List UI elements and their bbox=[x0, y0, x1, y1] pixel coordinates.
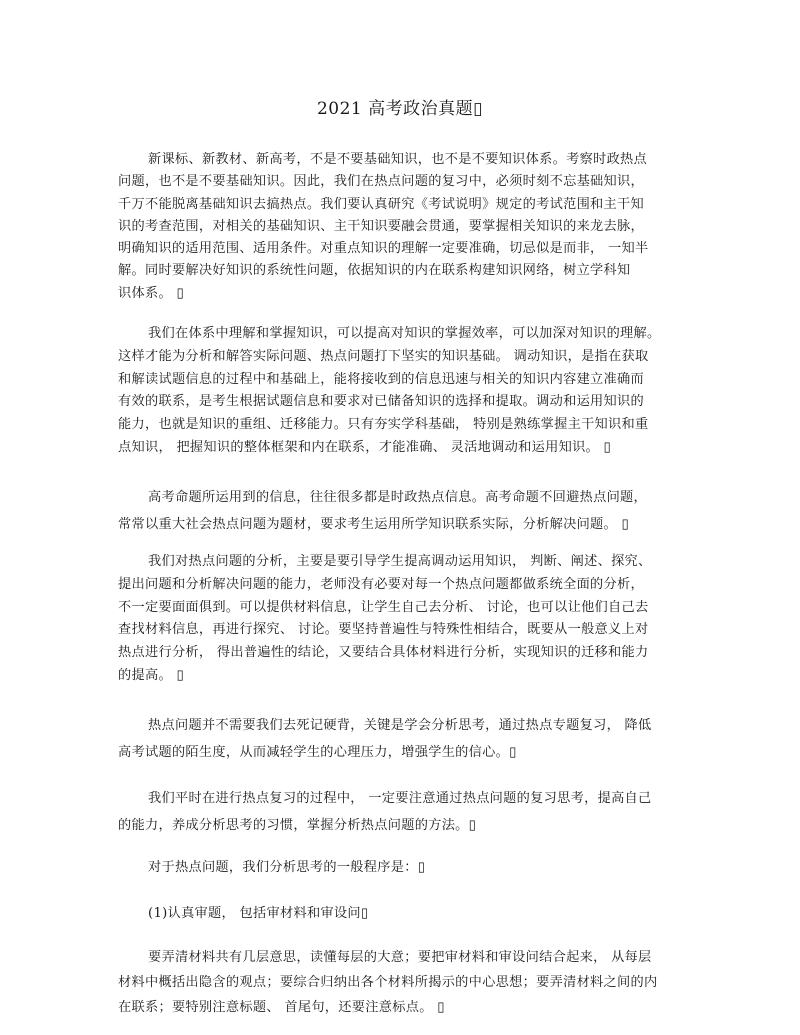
paragraph-3 bbox=[118, 484, 684, 538]
paragraph-line: 和解读试题信息的过程中和基础上，能将接收到的信息迅速与相关的知识内容建立准确而 bbox=[118, 371, 645, 387]
paragraph-line: 材料中概括出隐含的观点；要综合归纳出各个材料所揭示的中心思想；要弄清材料之间的内 bbox=[118, 975, 658, 990]
paragraph-line: 千万不能脱离基础知识去搞热点。我们要认真研究《考试说明》规定的考试范围和主干知 bbox=[118, 196, 645, 212]
paragraph-line: 能力，也就是知识的重组、迁移能力。只有夯实学科基础， 特别是熟练掌握主干知识和重 bbox=[118, 417, 649, 433]
paragraph-7 bbox=[118, 856, 684, 875]
paragraph-line: 有效的联系，是考生根据试题信息和要求对已储备知识的选择和提取。调动和运用知识的 bbox=[118, 394, 645, 410]
paragraph-1 bbox=[118, 149, 684, 305]
paragraph-8 bbox=[118, 902, 684, 921]
paragraph-line: 识体系。 ▯ bbox=[118, 285, 184, 301]
paragraph-6 bbox=[118, 785, 684, 839]
paragraph-line: 识的考查范围，对相关的基础知识、主干知识要融会贯通，要掌握相关知识的来龙去脉， bbox=[118, 218, 645, 234]
paragraph-9 bbox=[118, 945, 684, 1020]
paragraph-4 bbox=[118, 551, 684, 688]
paragraph-line: 点知识， 把握知识的整体框架和内在联系，才能准确、 灵活地调动和运用知识。 ▯ bbox=[118, 439, 612, 455]
paragraph-line: 高考试题的陌生度，从而减轻学生的心理压力，增强学生的信心。▯ bbox=[118, 745, 517, 760]
paragraph-line: 我们在体系中理解和掌握知识，可以提高对知识的掌握效率，可以加深对知识的理解。 bbox=[148, 326, 661, 341]
paragraph-line: 要弄清材料共有几层意思，读懂每层的大意；要把审材料和审设问结合起来， 从每层 bbox=[148, 950, 652, 965]
paragraph-line: 常常以重大社会热点问题为题材，要求考生运用所学知识联系实际，分析解决问题。 ▯ bbox=[118, 517, 630, 532]
paragraph-line: 的提高。 ▯ bbox=[118, 667, 184, 683]
paragraph-line: 明确知识的适用范围、适用条件。对重点知识的理解一定要准确，切忌似是而非， 一知半 bbox=[118, 241, 649, 257]
paragraph-2 bbox=[118, 323, 684, 460]
paragraph-line: 提出问题和分析解决问题的能力，老师没有必要对每一个热点问题都做系统全面的分析， bbox=[118, 576, 645, 592]
paragraph-line: 查找材料信息，再进行探究、 讨论。要坚持普遍性与特殊性相结合，既要从一般意义上对 bbox=[118, 622, 649, 638]
paragraph-line: 我们对热点问题的分析，主要是要引导学生提高调动运用知识， 判断、阐述、探究、 bbox=[148, 554, 652, 569]
paragraph-line: 我们平时在进行热点复习的过程中， 一定要注意通过热点问题的复习思考，提高自己 bbox=[148, 791, 652, 806]
paragraph-line: 解。同时要解决好知识的系统性问题，依据知识的内在联系构建知识网络，树立学科知 bbox=[118, 263, 631, 279]
paragraph-line: 对于热点问题，我们分析思考的一般程序是：▯ bbox=[148, 860, 426, 875]
paragraph-line: 高考命题所运用到的信息，往往很多都是时政热点信息。高考命题不回避热点问题， bbox=[148, 490, 648, 505]
paragraph-line: 在联系；要特别注意标题、 首尾句，还要注意标点。 ▯ bbox=[118, 1000, 445, 1015]
paragraph-line: 新课标、新教材、新高考，不是不要基础知识，也不是不要知识体系。考察时政热点 bbox=[148, 152, 648, 167]
document-title: 2021 高考政治真题▯ bbox=[316, 99, 484, 119]
paragraph-5 bbox=[118, 712, 684, 766]
paragraph-line: 这样才能为分析和解答实际问题、热点问题打下坚实的知识基础。 调动知识，是指在获取 bbox=[118, 348, 649, 364]
paragraph-line: 热点问题并不需要我们去死记硬背，关键是学会分析思考，通过热点专题复习， 降低 bbox=[148, 718, 652, 733]
paragraph-line: 热点进行分析， 得出普遍性的结论，又要结合具体材料进行分析，实现知识的迁移和能力 bbox=[118, 645, 649, 661]
paragraph-line: 不一定要面面俱到。可以提供材料信息，让学生自己去分析、 讨论，也可以让他们自己去 bbox=[118, 599, 649, 615]
paragraph-line: 问题，也不是不要基础知识。因此，我们在热点问题的复习中，必须时刻不忘基础知识， bbox=[118, 174, 645, 190]
paragraph-line: (1)认真审题， 包括审材料和审设问▯ bbox=[148, 906, 369, 921]
paragraph-line: 的能力，养成分析思考的习惯，掌握分析热点问题的方法。▯ bbox=[118, 818, 477, 833]
